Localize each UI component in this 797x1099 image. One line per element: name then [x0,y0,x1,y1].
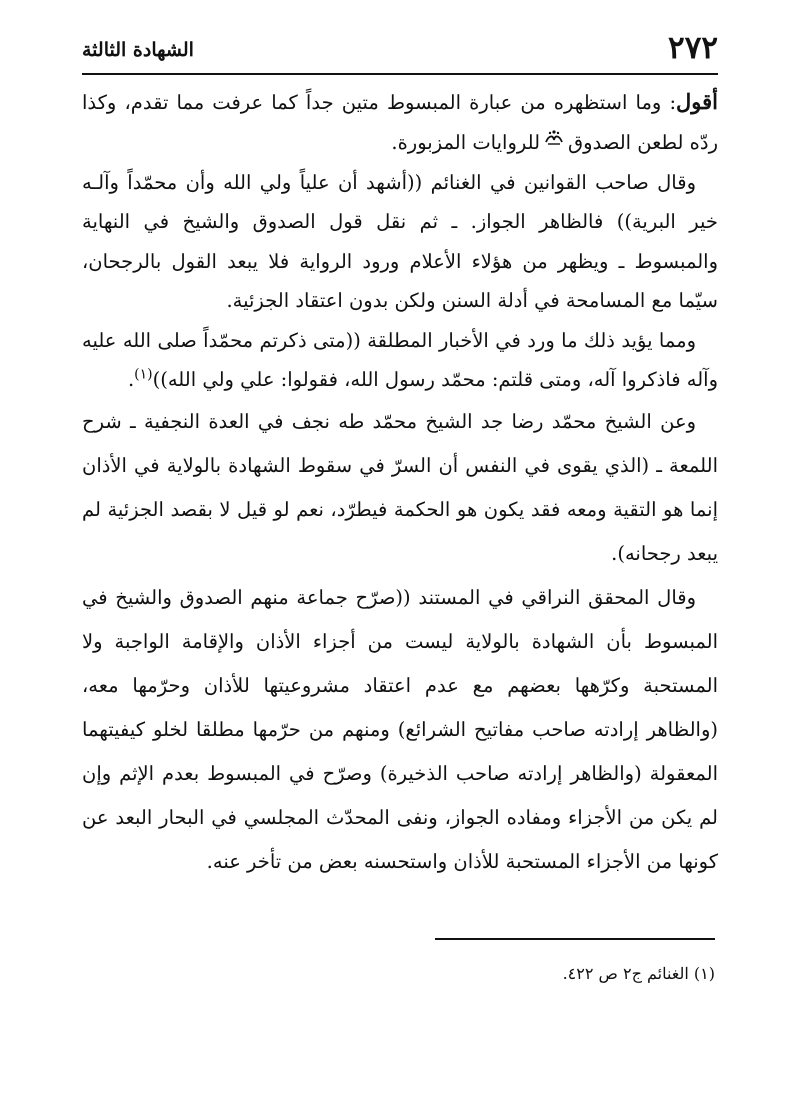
paragraph-1 [82,82,718,163]
page-header [82,28,718,72]
paragraph-3 [82,321,718,400]
paragraph-5: وقال المحقق النراقي في المستند ((صرّح جماعة منهم الصدوق والشيخ في المبسوط بأن الشهادة بالولاية ليست من أجزاء الأذان والإقامة الواجبة ولا المستحبة وكرّهها بعضهم مع عدم اعتقاد مشروعيتها للأذان وحرّمها معه، (والظاهر إرادته صاحب مفاتيح الشرائع) ومنهم من حرّمها مطلقا لخلو كيفيتهما المعقولة (والظاهر إرادته صاحب الذخيرة) وصرّح في المبسوط بعدم الإثم وإن لم يكن من الأجزاء ومفاده الجواز، ونفى المحدّث المجلسي في البحار البعد عن كونها من الأجزاء المستحبة للأذان واستحسنه بعض من تأخر عنه. [82,585,718,873]
paragraph-1-text-b: للروايات المزبورة. [391,130,541,154]
paragraph-3-text: ومما يؤيد ذلك ما ورد في الأخبار المطلقة ((متى ذكرتم محمّداً صلى الله عليه وآله فاذكروا آله، ومتى قلتم: محمّد رسول الله، فقولوا: علي ولي الله)) [82,328,718,392]
paragraph-4: وعن الشيخ محمّد رضا جد الشيخ محمّد طه نجف في العدة النجفية ـ شرح اللمعة ـ (الذي يقوى في النفس أن السرّ في سقوط الشهادة بالولاية في الأذان إنما هو التقية ومعه فقد يكون هو الحكمة فيطرّد، نعم لو قيل لا بقصد الجزئية لم يبعد رجحانه). [82,409,718,565]
body-text [82,82,718,884]
honorific-ligature-icon [543,123,565,163]
footnote-marker: (١) [134,366,153,383]
paragraph-2: وقال صاحب القوانين في الغنائم ((أشهد أن علياً ولي الله وأن محمّداً وآلـه خير البرية)) فالظاهر الجواز. ـ ثم نقل قول الصدوق والشيخ في النهاية والمبسوط ـ ويظهر من هؤلاء الأعلام ورود الرواية فلا يبعد القول بالرجحان، سيّما مع المسامحة في أدلة السنن ولكن بدون اعتقاد الجزئية. [82,170,718,313]
footnote-rule [435,938,715,940]
paragraph-1-text-a: : وما استظهره من عبارة المبسوط متين جداً كما عرفت مما تقدم، وكذا ردّه لطعن الصدوق [82,91,718,154]
page-number: ٢٧٢ [668,30,718,66]
footnote: (١) الغنائم ج٢ ص ٤٢٢. [562,964,715,983]
running-title: الشهادة الثالثة [82,39,194,61]
header-rule [82,73,718,75]
paragraph-3-end: . [127,368,135,392]
lead-word: أقول [676,89,718,114]
